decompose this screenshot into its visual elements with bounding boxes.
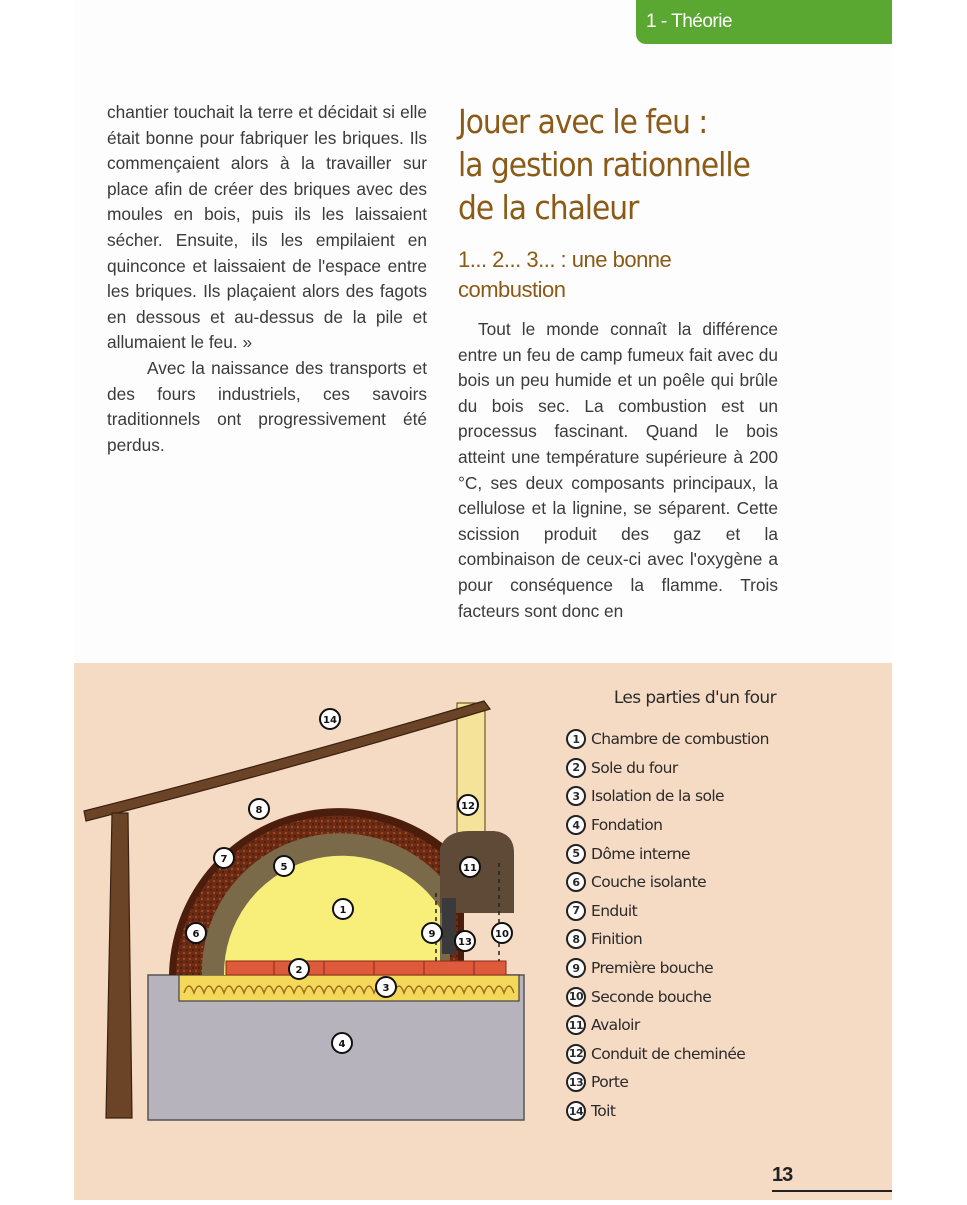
section-title-line-1: Jouer avec le feu : bbox=[458, 102, 708, 141]
legend-list bbox=[566, 725, 806, 1125]
legend-number: 9 bbox=[566, 958, 586, 978]
diagram-marker-1 bbox=[333, 899, 353, 919]
left-paragraph-2: Avec la naissance des transports et des fours industriels, ces savoirs traditionnels ont progressivement été perdus. bbox=[107, 357, 427, 455]
legend-number: 6 bbox=[566, 872, 586, 892]
diagram-marker-14 bbox=[320, 709, 340, 729]
svg-text:6: 6 bbox=[192, 929, 200, 940]
page-number: 13 bbox=[772, 1164, 793, 1186]
legend-number: 8 bbox=[566, 929, 586, 949]
left-column bbox=[107, 100, 427, 458]
legend-label: Sole du four bbox=[591, 758, 678, 777]
svg-text:2: 2 bbox=[295, 965, 303, 976]
right-column bbox=[458, 100, 778, 624]
legend-label: Couche isolante bbox=[591, 873, 707, 892]
legend-label: Seconde bouche bbox=[591, 987, 712, 1006]
diagram-marker-2 bbox=[289, 959, 309, 979]
legend-number: 11 bbox=[566, 1015, 586, 1035]
legend-label: Première bouche bbox=[591, 959, 714, 978]
legend-number: 3 bbox=[566, 786, 586, 806]
diagram-marker-3 bbox=[376, 977, 396, 997]
svg-text:13: 13 bbox=[458, 937, 472, 948]
legend-item bbox=[566, 897, 806, 926]
legend-item bbox=[566, 925, 806, 954]
svg-text:14: 14 bbox=[323, 715, 337, 726]
diagram-marker-8 bbox=[249, 799, 269, 819]
diagram-marker-13 bbox=[455, 931, 475, 951]
roof-beam bbox=[84, 701, 490, 821]
left-paragraph-1: chantier touchait la terre et décidait si elle était bonne pour fabriquer les briques. Ils commençaient alors à la travailler sur place afin de créer des briques avec des moules en bois, puis ils les laissaient sécher. Ensuite, ils les empilaient en quinconce et laissaient de l'espace entre les briques. Ils plaçaient alors des fagots en dessous et au-dessus de la pile et allumaient le feu. » bbox=[107, 102, 427, 353]
legend-label: Chambre de combustion bbox=[591, 730, 769, 749]
legend-label: Conduit de cheminée bbox=[591, 1044, 746, 1063]
legend-label: Avaloir bbox=[591, 1016, 640, 1035]
legend-number: 14 bbox=[566, 1101, 586, 1121]
diagram-marker-4 bbox=[332, 1033, 352, 1053]
legend-item bbox=[566, 725, 806, 754]
svg-text:5: 5 bbox=[280, 862, 288, 873]
legend-number: 1 bbox=[566, 729, 586, 749]
svg-text:11: 11 bbox=[463, 863, 477, 874]
sole-bricks bbox=[226, 961, 506, 975]
svg-text:8: 8 bbox=[255, 805, 263, 816]
legend-label: Isolation de la sole bbox=[591, 787, 724, 806]
oven-door bbox=[442, 898, 456, 954]
legend-item bbox=[566, 782, 806, 811]
legend-item bbox=[566, 839, 806, 868]
diagram-marker-7 bbox=[214, 848, 234, 868]
svg-text:7: 7 bbox=[220, 854, 228, 865]
diagram-marker-6 bbox=[186, 923, 206, 943]
svg-text:3: 3 bbox=[382, 983, 390, 994]
legend-item bbox=[566, 954, 806, 983]
legend-item bbox=[566, 1068, 806, 1097]
legend-label: Toit bbox=[591, 1102, 616, 1121]
legend-number: 5 bbox=[566, 844, 586, 864]
diagram-marker-9 bbox=[422, 923, 442, 943]
legend-number: 10 bbox=[566, 987, 586, 1007]
diagram-marker-11 bbox=[460, 857, 480, 877]
legend-item bbox=[566, 868, 806, 897]
diagram-marker-5 bbox=[274, 856, 294, 876]
legend-item bbox=[566, 811, 806, 840]
section-title-line-2: la gestion rationnelle bbox=[458, 145, 750, 184]
sole-insulation-strip bbox=[179, 975, 519, 1001]
legend-item bbox=[566, 754, 806, 783]
legend-item bbox=[566, 1097, 806, 1126]
legend-number: 12 bbox=[566, 1044, 586, 1064]
legend-item bbox=[566, 1040, 806, 1069]
legend-item bbox=[566, 1011, 806, 1040]
legend-label: Enduit bbox=[591, 901, 638, 920]
roof-post bbox=[106, 813, 132, 1118]
diagram-marker-12 bbox=[458, 795, 478, 815]
right-paragraph: Tout le monde connaît la différence entre un feu de camp fumeux fait avec du bois un peu humide et un poêle qui brûle du bois sec. La combustion est un processus fascinant. Quand le bois atteint une température supérieure à 200 °C, ses deux composants principaux, la cellulose et la lignine, se séparent. Cette scission produit des gaz et la combinaison de ceux-ci avec l'oxygène a pour conséquence la flamme. Trois facteurs sont donc en bbox=[458, 319, 778, 621]
legend-label: Dôme interne bbox=[591, 844, 690, 863]
section-title-line-3: de la chaleur bbox=[458, 188, 639, 227]
legend-number: 4 bbox=[566, 815, 586, 835]
svg-text:9: 9 bbox=[428, 929, 436, 940]
oven-legend bbox=[566, 688, 806, 1125]
svg-text:10: 10 bbox=[495, 929, 509, 940]
section-subtitle: 1... 2... 3... : une bonne combustion bbox=[458, 247, 672, 302]
diagram-marker-10 bbox=[492, 923, 512, 943]
legend-title: Les parties d'un four bbox=[613, 688, 776, 708]
svg-text:1: 1 bbox=[339, 905, 347, 916]
page-number-rule bbox=[772, 1190, 892, 1192]
svg-text:4: 4 bbox=[338, 1039, 346, 1050]
legend-number: 2 bbox=[566, 758, 586, 778]
legend-label: Fondation bbox=[591, 816, 663, 835]
chapter-tab: 1 - Théorie bbox=[636, 0, 892, 44]
legend-number: 7 bbox=[566, 901, 586, 921]
legend-number: 13 bbox=[566, 1072, 586, 1092]
legend-label: Finition bbox=[591, 930, 643, 949]
svg-text:12: 12 bbox=[461, 801, 475, 812]
legend-item bbox=[566, 982, 806, 1011]
section-title bbox=[458, 100, 778, 229]
legend-label: Porte bbox=[591, 1073, 629, 1092]
